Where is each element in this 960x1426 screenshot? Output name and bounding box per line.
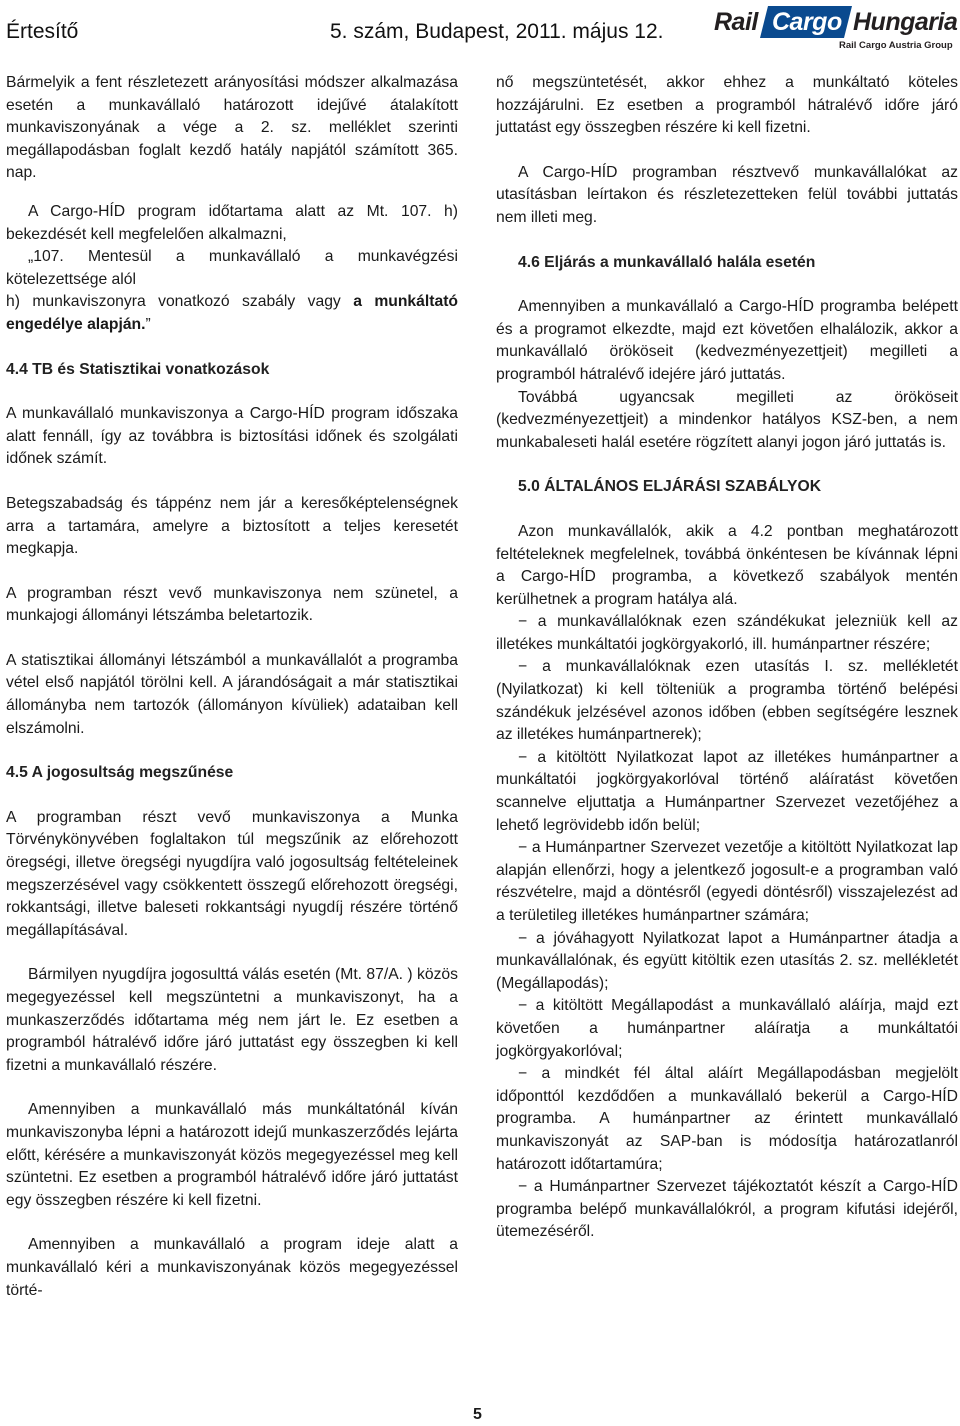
paragraph: Azon munkavállalók, akik a 4.2 pontban meghatározott feltételeknek megfelelnek, továbbá önkéntesen be kívánnak lépni a Cargo-HÍD programba, a következő szabályok mentén kerülhetnek a program hatálya alá. bbox=[496, 522, 958, 608]
paragraph: A statisztikai állományi létszámból a munkavállalót a programba vétel első napjától törölni kell. A járandóságait a már statisztikai állományba nem tartozók (állományon kívüliek) adataiban kell elszámolni. bbox=[6, 651, 458, 737]
paragraph: Továbbá ugyancsak megilleti az örököseit (kedvezményezettjeit) a mindenkor hatályos KSZ-ben, a nem munkabaleseti halál esetére rögzített alanyi jogon járó juttatás is. bbox=[496, 388, 958, 451]
list-item: − a jóváhagyott Nyilatkozat lapot a Humánpartner átadja a munkavállalónak, és együtt kitöltik ezen utasítás 2. sz. mellékletét (Megállapodás); bbox=[496, 929, 958, 992]
paragraph: A programban részt vevő munkaviszonya a Munka Törvénykönyvében foglaltakon túl megszűnik az előrehozott öregségi, illetve öregségi nyugdíjra való jogosultság feltételeinek megszerzésével vagy csökkentett összegű előrehozott öregségi, rokkantsági, illetve baleseti rokkantsági nyugdíj részére történő megállapításával. bbox=[6, 808, 458, 939]
quote-bold-text: a munkáltató engedélye alapján. bbox=[6, 293, 458, 333]
quote-text: h) munkaviszonyra vonatkozó szabály vagy bbox=[6, 293, 354, 311]
list-item: − a Humánpartner Szervezet vezetője a kitöltött Nyilatkozat lap alapján ellenőrzi, hogy a jelentkező jogosult-e a programban való részvételre, majd a döntésről (egyedi döntésről) visszajelezést ad a területileg illetékes humánpartner számára; bbox=[496, 839, 958, 924]
right-column bbox=[496, 56, 958, 1244]
left-column bbox=[6, 56, 458, 1302]
section-heading-4-4: 4.4 TB és Statisztikai vonatkozások bbox=[6, 360, 270, 378]
paragraph: Betegszabadság és táppénz nem jár a keresőképtelenségnek arra a tartamára, amelyre a biztosított a teljes keresetét megkapja. bbox=[6, 494, 458, 558]
quote-paragraph bbox=[6, 291, 458, 336]
section-heading-4-6: 4.6 Eljárás a munkavállaló halála esetén bbox=[518, 253, 816, 271]
issue-info: 5. szám, Budapest, 2011. május 12. bbox=[330, 20, 664, 43]
list-item: − a mindkét fél által aláírt Megállapodásban megjelölt időponttól kezdődően a munkavállaló bekerül a Cargo-HÍD programba. A humánpartner az érintett munkavállaló munkaviszonyát az SAP-ban is módosítja határozatlanról határozott időtartamúra; bbox=[496, 1065, 958, 1173]
publication-name: Értesítő bbox=[6, 20, 79, 43]
page-number: 5 bbox=[473, 1406, 482, 1423]
section-heading-5-0: 5.0 ÁLTALÁNOS ELJÁRÁSI SZABÁLYOK bbox=[518, 478, 822, 496]
paragraph: A Cargo-HÍD program időtartama alatt az Mt. 107. h) bekezdését kell megfelelően alkalmazni, bbox=[6, 202, 458, 243]
paragraph: A programban részt vevő munkaviszonya nem szünetel, a munkajogi állományi létszámba beletartozik. bbox=[6, 584, 458, 625]
quote-close: ” bbox=[145, 315, 151, 333]
section-heading-4-5: 4.5 A jogosultság megszűnése bbox=[6, 764, 234, 782]
logo-hungaria-text: Hungaria bbox=[853, 8, 958, 36]
page-header bbox=[0, 0, 960, 62]
rail-cargo-hungaria-logo bbox=[714, 8, 958, 52]
logo-rail-text: Rail bbox=[714, 8, 758, 36]
paragraph: A Cargo-HÍD programban résztvevő munkavállalókat az utasításban leírtakon és részletezetteken felül további juttatás nem illeti meg. bbox=[496, 163, 958, 226]
list-item: − a munkavállalóknak ezen utasítás I. sz. mellékletét (Nyilatkozat) ki kell tölteniük a programba történő belépési szándékuk jelzésével azonos időben (ebben segítségére lesznek az illetékes humánpartnerek); bbox=[496, 658, 958, 744]
paragraph: Bármilyen nyugdíjra jogosulttá válás esetén (Mt. 87/A. ) közös megegyezéssel kell megszüntetni a munkaviszonyt, ha a munkaszerződés időtartama még nem járt le. Ez esetben a programból hátralévő időre járó juttatást egy összegben ki kell fizetni a munkavállaló részére. bbox=[6, 966, 458, 1074]
paragraph: Bármelyik a fent részletezett arányosítási módszer alkalmazása esetén a munkavállaló határozott idejűvé átalakított munkaviszonyának a vége a 2. sz. melléklet szerinti megállapodásban foglalt kezdő hatály napjától számított 365. nap. bbox=[6, 74, 458, 182]
paragraph: Amennyiben a munkavállaló a program ideje alatt a munkavállaló kéri a munkaviszonyának közös megegyezéssel törté- bbox=[6, 1236, 458, 1299]
list-item: − a Humánpartner Szervezet tájékoztatót készít a Cargo-HÍD programba belépő munkavállalókról, a program kifutási idejéről, ütemezéséről. bbox=[496, 1178, 958, 1241]
list-item: − a munkavállalóknak ezen szándékukat jelezniük kell az illetékes munkáltatói jogkörgyakorló, ill. humánpartner részére; bbox=[496, 613, 958, 653]
logo-group-text: Rail Cargo Austria Group bbox=[839, 40, 953, 51]
quote-paragraph: „107. Mentesül a munkavállaló a munkavégzési kötelezettsége alól bbox=[6, 248, 458, 288]
list-item: − a kitöltött Nyilatkozat lapot az illetékes humánpartner a munkáltatói jogkörgyakorlóval történő aláíratást követően scannelve eljuttatja a Humánpartner Szervezet vezetőjéhez a lehető legrövidebb időn belül; bbox=[496, 748, 958, 834]
list-item: − a kitöltött Megállapodást a munkavállaló aláírja, majd ezt követően a humánpartner aláíratja a munkáltatói jogkörgyakorlóval; bbox=[496, 997, 958, 1060]
paragraph: A munkavállaló munkaviszonya a Cargo-HÍD program időszaka alatt fennáll, így az továbbra is biztosítási időnek és szolgálati időnek számít. bbox=[6, 405, 458, 468]
paragraph: nő megszüntetését, akkor ehhez a munkáltató köteles hozzájárulni. Ez esetben a programból hátralévő időre járó juttatást egy összegben részére ki kell fizetni. bbox=[496, 74, 958, 137]
logo-cargo-text: Cargo bbox=[772, 8, 842, 36]
paragraph: Amennyiben a munkavállaló a Cargo-HÍD programba belépett és a programot elkezdte, majd ezt követően elhalálozik, akkor a munkavállaló örököseit (kedvezményezettjeit) megilleti a programból hátralévő idejére járó juttatás. bbox=[496, 298, 958, 383]
paragraph: Amennyiben a munkavállaló más munkáltatónál kíván munkaviszonyba lépni a határozott idejű munkaszerződés lejárta előtt, kérésére a munkaviszonyát közös megegyezéssel meg kell szüntetni. Ez esetben a programból hátralévő időre járó juttatást egy összegben részére ki kell fizetni. bbox=[6, 1101, 458, 1209]
